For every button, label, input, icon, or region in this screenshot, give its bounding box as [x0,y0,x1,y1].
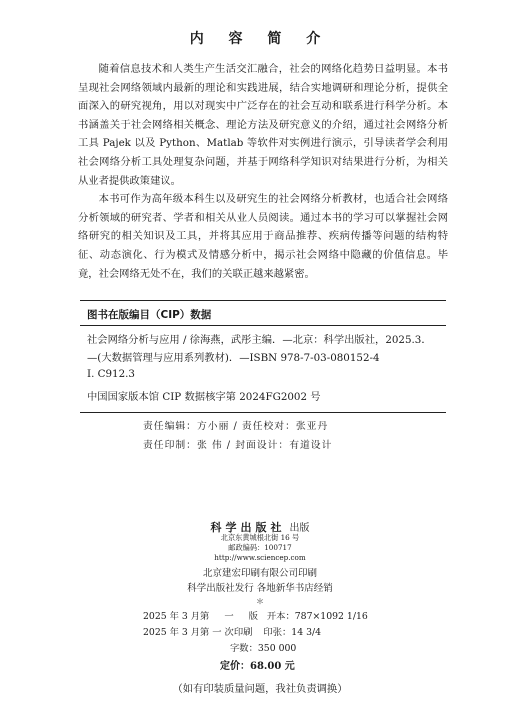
edition-row [143,608,368,622]
printing-info: 2025 年 3 月第 一 次印刷 [143,627,253,638]
cip-entry-line: 社会网络分析与应用 / 徐海燕，武彤主编．—北京：科学出版社，2025.3． [87,334,432,346]
edition-number: 一 [224,611,234,622]
edition-date: 2025 年 3 月第 [143,611,210,622]
cip-divider [80,325,446,326]
cip-top-rule [80,300,446,301]
printed-sheets: 印张：14 3/4 [263,627,322,638]
edition-type: 版 [248,611,258,622]
intro-text [78,60,448,283]
cip-record-number: 中国国家版本馆 CIP 数据核字第 2024FG2002 号 [87,391,321,403]
cip-classification: Ⅰ. C912.3 [87,368,135,380]
cip-heading: 图书在版编目（CIP）数据 [87,309,212,321]
publisher-logo: 科学出版社 [210,520,286,534]
publisher-postcode: 邮政编码：100717 [228,543,292,552]
publisher-website: http://www.sciencep.com [214,553,306,562]
price-label: 定价：68.00 元 [220,661,295,672]
publisher-suffix: 出版 [289,523,310,534]
page-title: 内 容 简 介 [189,31,331,47]
word-count: 字数：350 000 [230,643,297,654]
production-credits: 责任印制：张 伟 / 封面设计：有道设计 [143,440,333,451]
quality-notice: （如有印装质量问题，我社负责调换） [172,683,348,695]
book-format: 开本：787×1092 1/16 [266,611,368,622]
intro-paragraph: 本书可作为高年级本科生以及研究生的社会网络分析教材，也适合社会网络分析领域的研究者、学者和相关从业人员阅读。通过本书的学习可以掌握社会网络研究的相关知识及工具，并将其应用于商品推荐、疾病传播等问题的结构特征、动态演化、行为模式及情感分析中，揭示社会网络中隐藏的价值信息。毕竟，社会网络无处不在，我们的关联正越来越紧密。 [78,193,448,280]
publisher-address: 北京东黄城根北街 16 号 [220,533,300,542]
printing-row [143,624,321,638]
distributor-line: 科学出版社发行 各地新华书店经销 [187,583,333,594]
separator-star: ＊ [256,597,264,606]
cip-entry-line: —(大数据管理与应用系列教材)．—ISBN 978-7-03-080152-4 [87,352,380,364]
editor-credits: 责任编辑：方小丽 / 责任校对：张亚丹 [143,421,329,432]
intro-paragraph: 随着信息技术和人类生产生活交汇融合，社会的网络化趋势日益明显。本书呈现社会网络领域内最新的理论和实践进展，结合实地调研和理论分析，提供全面深入的研究视角，用以对现实中广泛存在的社会互动和联系进行科学分析。本书涵盖关于社会网络相关概念、理论方法及研究意义的介绍，通过社会网络分析工具 Pajek 以及 Python、Matlab 等软件对实例进行演示，引导读者学会利用社会网络分析工具处理复杂问题，并基于网络科学知识对结果进行分析，为相关从业者提供政策建议。 [78,63,448,187]
cip-bottom-rule [80,412,446,413]
printer-line: 北京建宏印刷有限公司印刷 [202,568,317,579]
